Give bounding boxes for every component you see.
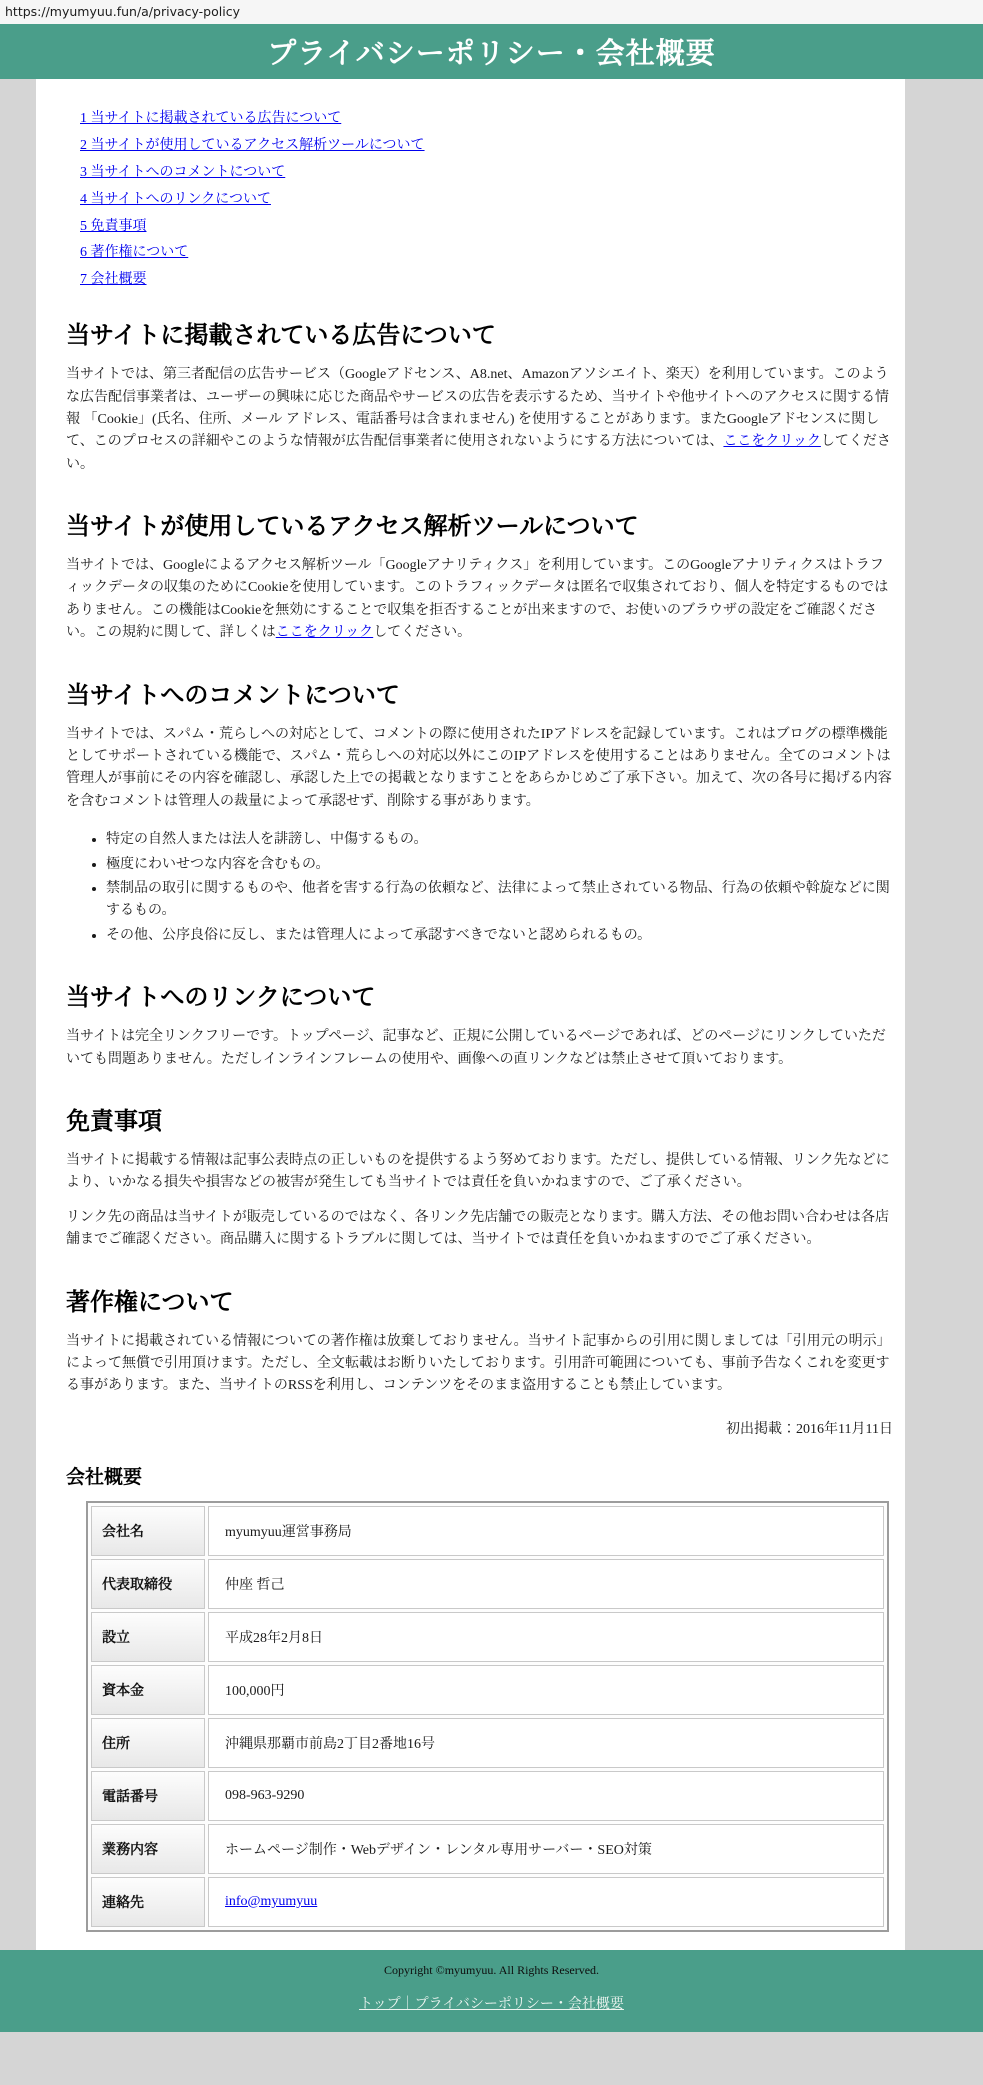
list-item: • 禁制品の取引に関するものや、他者を害する行為の依頼など、法律によって禁止されている物品、行為の依頼や斡旋などに関するもの。 — [106, 878, 893, 923]
row-label: 電話番号 — [91, 1771, 205, 1821]
analytics-terms-link[interactable]: ここをクリック — [275, 625, 374, 641]
section-site-links-heading: 当サイトへのリンクについて — [66, 984, 376, 1012]
section-copyright-heading: 著作権について — [66, 1288, 234, 1316]
section-disclaimer-heading: 免責事項 — [66, 1107, 162, 1135]
row-value: 098-963-9290 — [208, 1771, 884, 1821]
section-analytics-heading: 当サイトが使用しているアクセス解析ツールについて — [66, 513, 639, 541]
toc-link-disclaimer[interactable]: 5 免責事項 — [80, 218, 147, 234]
row-label: 設立 — [91, 1612, 205, 1662]
table-row-established — [91, 1612, 884, 1662]
section-site-links — [66, 977, 893, 1071]
page-title: プライバシーポリシー・会社概要 — [267, 38, 716, 70]
row-value: 沖縄県那覇市前島2丁目2番地16号 — [208, 1718, 884, 1768]
table-row-business — [91, 1824, 884, 1874]
section-company — [66, 1462, 893, 1932]
section-disclaimer-paragraph-1: 当サイトに掲載する情報は記事公表時点の正しいものを提供するよう努めております。ただし、提供している情報、リンク先などにより、いかなる損失や損害などの被害が発生しても当サイトでは責任を負いかねますので、ご了承ください。 — [66, 1152, 890, 1191]
row-value: ホームページ制作・Webデザイン・レンタル専用サーバー・SEO対策 — [208, 1824, 884, 1874]
table-row-capital — [91, 1665, 884, 1715]
row-label: 連絡先 — [91, 1877, 205, 1927]
toc-link-site-links[interactable]: 4 当サイトへのリンクについて — [80, 191, 271, 207]
toc-link-ads[interactable]: 1 当サイトに掲載されている広告について — [80, 111, 342, 126]
toc-link-copyright[interactable]: 6 著作権について — [80, 245, 189, 261]
row-label: 業務内容 — [91, 1824, 205, 1874]
row-value — [208, 1877, 884, 1927]
first-published-date: 初出掲載：2016年11月11日 — [726, 1421, 893, 1437]
row-label: 資本金 — [91, 1665, 205, 1715]
section-comments — [66, 675, 893, 948]
page-header — [0, 24, 983, 79]
footer-nav-link[interactable]: トップ｜プライバシーポリシー・会社概要 — [359, 1994, 624, 2011]
section-analytics-text-after: してください。 — [373, 625, 472, 641]
list-item: • その他、公序良俗に反し、または管理人によって承認すべきでないと認められるもの。 — [106, 925, 893, 947]
table-row-address — [91, 1718, 884, 1768]
row-value: 平成28年2月8日 — [208, 1612, 884, 1662]
toc-link-comments[interactable]: 3 当サイトへのコメントについて — [80, 164, 286, 180]
main-content — [36, 79, 905, 1950]
comment-rules-list — [66, 829, 893, 947]
contact-email-link[interactable]: info@myumyuu — [225, 1893, 318, 1909]
section-disclaimer — [66, 1101, 893, 1252]
row-value: myumyuu運営事務局 — [208, 1506, 884, 1556]
section-ads-text-after: してください。 — [66, 434, 891, 472]
company-table — [86, 1501, 889, 1932]
browser-url-text: https://myumyuu.fun/a/privacy-policy — [0, 0, 983, 24]
row-value: 仲座 哲己 — [208, 1559, 884, 1609]
section-ads-heading: 当サイトに掲載されている広告について — [66, 322, 496, 350]
table-row-representative — [91, 1559, 884, 1609]
section-disclaimer-paragraph-2: リンク先の商品は当サイトが販売しているのではなく、各リンク先店舗での販売となります。購入方法、その他お問い合わせは各店舗までご確認ください。商品購入に関するトラブルに関しては、当サイトでは責任を負いかねますのでご了承ください。 — [66, 1209, 890, 1248]
section-site-links-paragraph: 当サイトは完全リンクフリーです。トップページ、記事など、正規に公開しているページであれば、どのページにリンクしていただいても問題ありません。ただしインラインフレームの使用や、画像への直リンクなどは禁止させて頂いております。 — [66, 1029, 886, 1067]
section-ads — [66, 315, 893, 476]
section-copyright-paragraph: 当サイトに掲載されている情報についての著作権は放棄しておりません。当サイト記事からの引用に関しましては「引用元の明示」によって無償で引用頂けます。ただし、全文転載はお断りいたしております。引用許可範囲についても、事前予告なくこれを変更する事があります。また、当サイトのRSSを利用し、コンテンツをそのまま盗用することも禁止しています。 — [66, 1333, 891, 1394]
section-analytics-paragraph — [66, 555, 893, 645]
toc-link-analytics[interactable]: 2 当サイトが使用しているアクセス解析ツールについて — [80, 137, 425, 153]
table-row-company-name — [91, 1506, 884, 1556]
list-item: • 特定の自然人または法人を誹謗し、中傷するもの。 — [106, 829, 893, 851]
list-item: • 極度にわいせつな内容を含むもの。 — [106, 854, 893, 876]
footer-copyright: Copyright ©myumyuu. All Rights Reserved. — [383, 1962, 600, 1977]
ads-opt-out-link[interactable]: ここをクリック — [723, 434, 821, 450]
section-analytics-text: 当サイトでは、Googleによるアクセス解析ツール「Googleアナリティクス」を利用しています。このGoogleアナリティクスはトラフィックデータの収集のためにCookieを使用しています。このトラフィックデータは匿名で収集されており、個人を特定するものではありません。この機能はCookieを無効にすることで収集を拒否することが出来ますので、お使いのブラウザの設定をご確認ください。この規約に関して、詳しくは — [66, 558, 889, 641]
company-heading: 会社概要 — [66, 1466, 143, 1488]
row-label: 住所 — [91, 1718, 205, 1768]
section-ads-text: 当サイトでは、第三者配信の広告サービス（Googleアドセンス、A8.net、Amazonアソシエイト、楽天）を利用しています。このような広告配信事業者は、ユーザーの興味に応じた商品やサービスの広告を表示するため、当サイトや他サイトへのアクセスに関する情報 「Cookie」(氏名、住所、メール アドレス、電話番号は含まれません) を使用することがあります。またGoogleアドセンスに関して、このプロセスの詳細やこのような情報が広告配信事業者に使用されないようにする方法については、 — [66, 367, 890, 450]
row-label: 会社名 — [91, 1506, 205, 1556]
table-row-contact — [91, 1877, 884, 1927]
section-analytics — [66, 506, 893, 645]
table-of-contents — [80, 105, 893, 293]
row-label: 代表取締役 — [91, 1559, 205, 1609]
row-value: 100,000円 — [208, 1665, 884, 1715]
section-ads-paragraph — [66, 364, 893, 476]
toc-link-company[interactable]: 7 会社概要 — [80, 272, 147, 288]
site-footer — [0, 1950, 983, 2032]
section-comments-paragraph: 当サイトでは、スパム・荒らしへの対応として、コメントの際に使用されたIPアドレスを記録しています。これはブログの標準機能としてサポートされている機能で、スパム・荒らしへの対応以外にこのIPアドレスを使用することはありません。全てのコメントは管理人が事前にその内容を確認し、承認した上での掲載となりますことをあらかじめご了承下さい。加えて、次の各号に掲げる内容を含むコメントは管理人の裁量によって承認せず、削除する事があります。 — [66, 726, 892, 809]
table-row-phone — [91, 1771, 884, 1821]
section-copyright — [66, 1282, 893, 1438]
section-comments-heading: 当サイトへのコメントについて — [66, 681, 400, 709]
